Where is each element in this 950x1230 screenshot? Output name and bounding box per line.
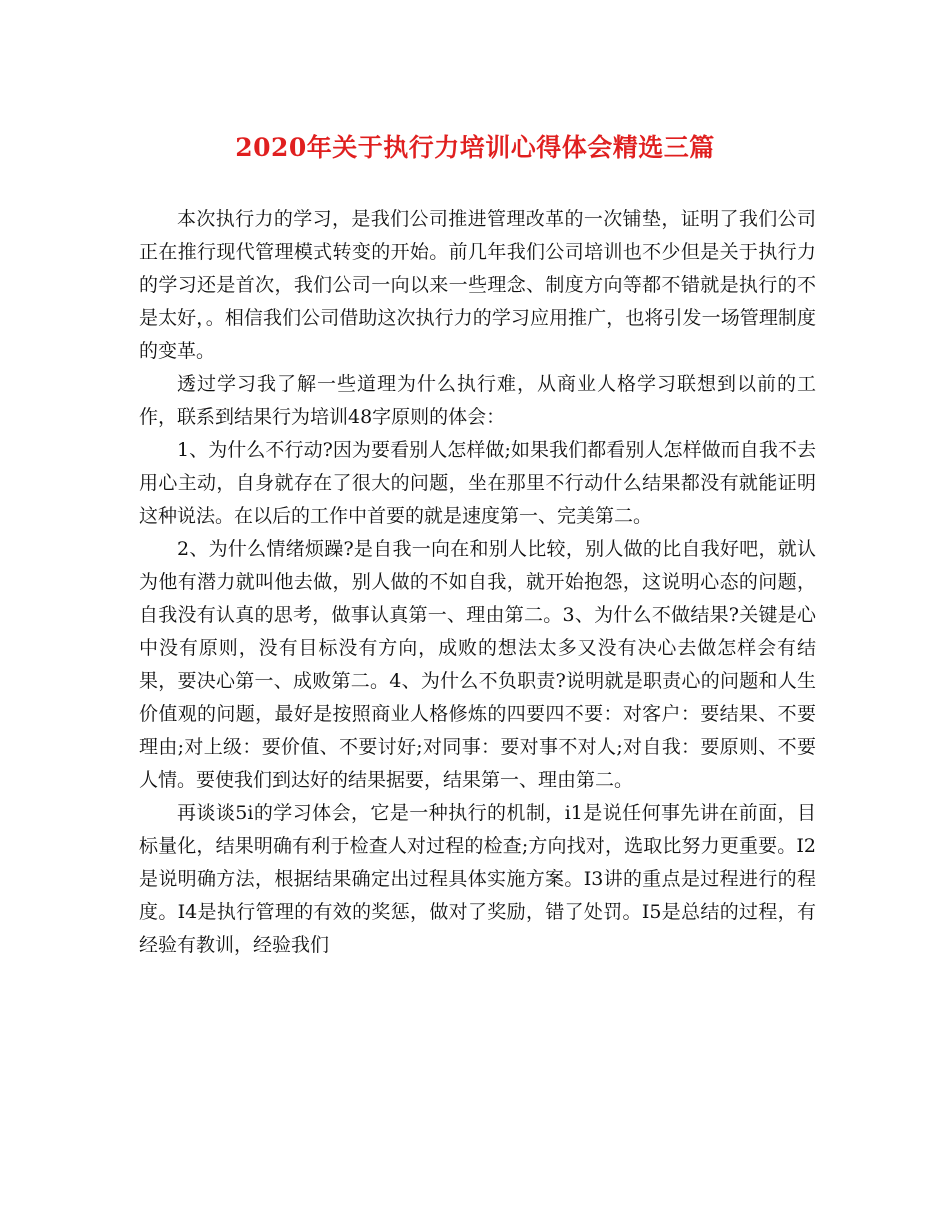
- paragraph: 透过学习我了解一些道理为什么执行难，从商业人格学习联想到以前的工作，联系到结果行为培训48字原则的体会：: [139, 373, 816, 428]
- document-title: 2020年关于执行力培训心得体会精选三篇: [235, 133, 715, 162]
- paragraph: 再谈谈5i的学习体会，它是一种执行的机制，i1是说任何事先讲在前面，目标量化，结果明确有利于检查人对过程的检查;方向找对，选取比努力更重要。I2是说明确方法，根据结果确定出过程具体实施方案。I3讲的重点是过程进行的程度。I4是执行管理的有效的奖惩，做对了奖励，错了处罚。I5是总结的过程，有经验有教训，经验我们: [139, 802, 816, 956]
- document-body: [139, 203, 816, 962]
- paragraph: 1、为什么不行动?因为要看别人怎样做;如果我们都看别人怎样做而自我不去用心主动，自身就存在了很大的问题，坐在那里不行动什么结果都没有就能证明这种说法。在以后的工作中首要的就是速度第一、完美第二。: [139, 439, 816, 527]
- paragraph: 本次执行力的学习，是我们公司推进管理改革的一次铺垫，证明了我们公司正在推行现代管理模式转变的开始。前几年我们公司培训也不少但是关于执行力的学习还是首次，我们公司一向以来一些理念、制度方向等都不错就是执行的不是太好，。相信我们公司借助这次执行力的学习应用推广，也将引发一场管理制度的变革。: [139, 208, 816, 362]
- paragraph: 2、为什么情绪烦躁?是自我一向在和别人比较，别人做的比自我好吧，就认为他有潜力就叫他去做，别人做的不如自我，就开始抱怨，这说明心态的问题，自我没有认真的思考，做事认真第一、理由第二。3、为什么不做结果?关键是心中没有原则，没有目标没有方向，成败的想法太多又没有决心去做怎样会有结果，要决心第一、成败第二。4、为什么不负职责?说明就是职责心的问题和人生价值观的问题，最好是按照商业人格修炼的四要四不要：对客户：要结果、不要理由;对上级：要价值、不要讨好;对同事：要对事不对人;对自我：要原则、不要人情。要使我们到达好的结果据要，结果第一、理由第二。: [139, 538, 816, 791]
